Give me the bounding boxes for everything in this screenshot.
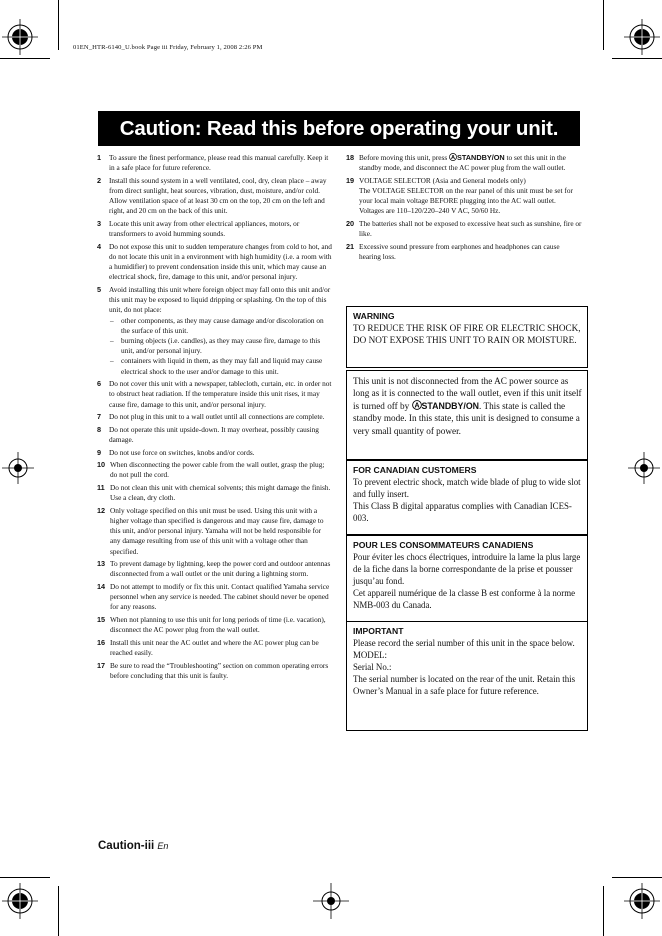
list-item bbox=[97, 285, 332, 377]
page-number: Caution-iii bbox=[98, 840, 155, 852]
list-item bbox=[97, 242, 332, 283]
sub-item: – other components, as they may cause damage and/or discoloration on the surface of this unit. bbox=[110, 315, 324, 335]
item-number: 15 bbox=[97, 615, 106, 624]
list-item bbox=[97, 379, 332, 410]
svg-text:A: A bbox=[414, 402, 420, 410]
canadian-title: FOR CANADIAN CUSTOMERS bbox=[353, 465, 477, 475]
important-box: IMPORTANT Please record the serial number of this unit in the space below. MODEL: Serial No.: The serial number is located on the rear of the unit. Retain this Owner’s Manual in a safe place for future reference. bbox=[346, 621, 588, 731]
crop-line bbox=[603, 886, 604, 936]
item-text: Do not clean this unit with chemical solvents; this might damage the finish. Use a clean, dry cloth. bbox=[110, 483, 331, 503]
item-text: To assure the finest performance, please read this manual carefully. Keep it in a safe place for future reference. bbox=[109, 153, 329, 173]
item-number: 17 bbox=[97, 660, 106, 670]
list-item bbox=[97, 582, 332, 613]
item-text: Be sure to read the “Troubleshooting” section on common operating errors before concluding that this unit is faulty. bbox=[110, 660, 329, 680]
item-number: 14 bbox=[97, 582, 106, 591]
item-number: 11 bbox=[97, 483, 105, 492]
page-footer bbox=[98, 840, 168, 852]
standby-note-box: This unit is not disconnected from the AC power source as long as it is connected to the wall outlet, even if this unit itself is turned off by A STANDBY/ON. This state is called the standby mode. In this state, this unit is designed to consume a very small quantity of power. bbox=[346, 370, 588, 460]
canadiens-title: POUR LES CONSOMMATEURS CANADIENS bbox=[353, 540, 534, 550]
item-number: 5 bbox=[97, 285, 102, 294]
list-item: 18 Before moving this unit, press A STANDBY/ON to set this unit in the standby mode, and disconnect the AC power plug from the wall outlet. bbox=[346, 153, 566, 173]
item-text: Avoid installing this unit where foreign object may fall onto this unit and/or this unit may be exposed to liquid dripping or splashing. On the top of this unit, do not place: bbox=[109, 285, 331, 315]
registration-mark-icon bbox=[614, 877, 662, 925]
item-number: 12 bbox=[97, 505, 106, 515]
registration-mark-icon bbox=[626, 450, 662, 486]
item-text: Install this unit near the AC outlet and where the AC power plug can be reached easily. bbox=[110, 637, 319, 657]
warning-title: WARNING bbox=[353, 311, 395, 321]
standby-key-label: STANDBY/ON bbox=[457, 153, 505, 162]
canadian-customers-box: FOR CANADIAN CUSTOMERS To prevent electric shock, match wide blade of plug to wide slot and fully insert. This Class B digital apparatus complies with Canadian ICES-003. bbox=[346, 460, 588, 535]
list-item bbox=[97, 412, 332, 422]
item-text: Do not use force on switches, knobs and/or cords. bbox=[109, 447, 255, 457]
crop-line bbox=[612, 58, 662, 59]
list-item bbox=[97, 176, 332, 217]
registration-mark-icon bbox=[0, 877, 48, 925]
a-circle-icon bbox=[412, 400, 422, 410]
item-number: 10 bbox=[97, 460, 106, 470]
list-item bbox=[97, 219, 332, 239]
list-item bbox=[97, 460, 332, 480]
a-circle-icon bbox=[449, 153, 457, 161]
item-text: Do not attempt to modify or fix this unit. Contact qualified Yamaha service personnel when any service is needed. The cabinet should never be opened for any reasons. bbox=[110, 582, 330, 612]
list-item bbox=[97, 638, 332, 658]
standby-key-label: STANDBY/ON bbox=[421, 400, 480, 411]
list-item bbox=[97, 153, 332, 173]
item-number: 6 bbox=[97, 379, 102, 389]
language-code: En bbox=[157, 841, 169, 851]
list-item bbox=[97, 559, 332, 579]
item-number: 3 bbox=[97, 219, 102, 228]
list-item bbox=[97, 425, 332, 445]
item-number: 7 bbox=[97, 412, 102, 422]
file-info-line: 01EN_HTR-6140_U.book Page iii Friday, February 1, 2008 2:26 PM bbox=[73, 44, 263, 51]
item-text: Do not plug in this unit to a wall outlet until all connections are complete. bbox=[109, 412, 325, 422]
item-number: 4 bbox=[97, 241, 102, 251]
item-text: When disconnecting the power cable from the wall outlet, grasp the plug; do not pull the cord. bbox=[110, 460, 325, 480]
item-number: 16 bbox=[97, 637, 106, 647]
list-item bbox=[97, 448, 332, 458]
item-text: Do not cover this unit with a newspaper, tablecloth, curtain, etc. in order not to obstruct heat radiation. If the temperature inside this unit rises, it may cause fire, damage to this unit, and/or personal injury. bbox=[109, 379, 332, 409]
list-item: 20 The batteries shall not be exposed to excessive heat such as sunshine, fire or like. bbox=[346, 219, 582, 239]
crop-line bbox=[58, 886, 59, 936]
sub-item: – containers with liquid in them, as they may fall and liquid may cause electrical shock to the user and/or damage to this unit. bbox=[110, 356, 323, 376]
item-number: 13 bbox=[97, 559, 106, 569]
item-number: 1 bbox=[97, 153, 102, 162]
crop-line bbox=[0, 58, 50, 59]
page-title: Caution: Read this before operating your unit. bbox=[98, 111, 580, 146]
list-item: 21 Excessive sound pressure from earphones and headphones can cause hearing loss. bbox=[346, 241, 560, 261]
item-text: Install this sound system in a well ventilated, cool, dry, clean place – away from direct sunlight, heat sources, vibration, dust, moisture, and/or cold. Allow ventilation space of at least 30 cm on the top, 20 cm on the left and right, and 20 cm on the back of this unit. bbox=[109, 175, 327, 216]
item-text: Do not operate this unit upside-down. It may overheat, possibly causing damage. bbox=[109, 424, 319, 445]
item-number: 9 bbox=[97, 447, 102, 457]
registration-mark-icon bbox=[0, 450, 36, 486]
list-item: 19 VOLTAGE SELECTOR (Asia and General models only) The VOLTAGE SELECTOR on the rear panel of this unit must be set for your local main voltage BEFORE plugging into the AC wall outlet. Voltages are 110–120/220–240 V AC, 50/60 Hz. bbox=[346, 175, 573, 216]
item-text: Only voltage specified on this unit must be used. Using this unit with a higher voltage than specified is dangerous and may cause fire, damage to this unit, and/or personal injury. Yamaha will not be held responsible for any damage resulting from use of this unit with a voltage other than specified. bbox=[110, 505, 324, 556]
item-text: To prevent damage by lightning, keep the power cord and outdoor antennas disconnected from a wall outlet or the unit during a lightning storm. bbox=[110, 559, 331, 579]
crop-line bbox=[0, 877, 50, 878]
warning-text: TO REDUCE THE RISK OF FIRE OR ELECTRIC SHOCK, DO NOT EXPOSE THIS UNIT TO RAIN OR MOISTURE. bbox=[353, 323, 581, 346]
list-item bbox=[97, 483, 332, 503]
list-item bbox=[97, 506, 332, 557]
item-text: Locate this unit away from other electrical appliances, motors, or transformers to avoid humming sounds. bbox=[109, 219, 300, 239]
list-item bbox=[97, 615, 332, 635]
item-text: When not planning to use this unit for long periods of time (i.e. vacation), disconnect the AC power plug from the wall outlet. bbox=[110, 615, 326, 635]
sub-item: – burning objects (i.e. candles), as they may cause fire, damage to this unit, and/or personal injury. bbox=[110, 336, 321, 356]
list-item bbox=[97, 661, 332, 681]
item-number: 8 bbox=[97, 424, 102, 434]
svg-text:A: A bbox=[450, 155, 456, 161]
crop-line bbox=[603, 0, 604, 50]
caution-list-right bbox=[346, 153, 582, 265]
registration-mark-icon bbox=[307, 877, 355, 925]
crop-line bbox=[58, 0, 59, 50]
warning-box bbox=[346, 306, 588, 368]
canadiens-box: POUR LES CONSOMMATEURS CANADIENS Pour éviter les chocs électriques, introduire la lame la plus large de la fiche dans la borne correspondante de la prise et pousser jusqu’au fond. Cet appareil numérique de la classe B est conforme à la norme NMB-003 du Canada. bbox=[346, 535, 588, 622]
item-number: 2 bbox=[97, 175, 102, 185]
item-text: Do not expose this unit to sudden temperature changes from cold to hot, and do not locate this unit in a environment with high humidity (i.e. a room with a humidifier) to prevent condensation inside this unit, which may cause an electrical shock, fire, damage to this unit, and/or personal injury. bbox=[109, 241, 332, 282]
important-title: IMPORTANT bbox=[353, 626, 404, 636]
caution-list-left bbox=[97, 153, 332, 683]
crop-line bbox=[612, 877, 662, 878]
